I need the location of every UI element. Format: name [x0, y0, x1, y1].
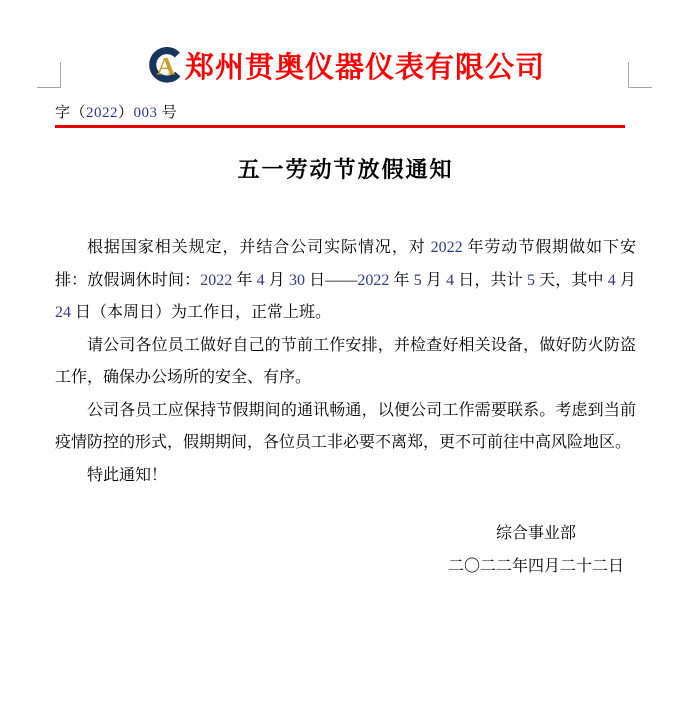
company-header: [55, 44, 636, 86]
notice-title: 五一劳动节放假通知: [237, 157, 454, 182]
document-number: 字（2022）003 号: [55, 105, 178, 121]
company-name: 郑州贯奥仪器仪表有限公司: [184, 51, 545, 84]
red-divider-rule: [55, 125, 625, 128]
notice-body: [55, 232, 636, 492]
signature-date: 二〇二二年四月二十二日: [447, 558, 624, 575]
signature-block: [448, 517, 624, 583]
paragraph-work-preparation: 请公司各位员工做好自己的节前工作安排，并检查好相关设备，做好防火防盗工作，确保办公场所的安全、有序。: [55, 336, 636, 386]
margin-corner-mark-left: [37, 62, 61, 88]
paragraph-holiday-arrangement: 根据国家相关规定，并结合公司实际情况，对 2022 年劳动节假期做如下安排：放假调休时间：2022 年 4 月 30 日——2022 年 5 月 4 日，共计 5 天，其中 4 月 24 日（本周日）为工作日，正常上班。: [55, 239, 636, 321]
document-page: [0, 44, 693, 583]
paragraph-closing: 特此通知！: [87, 466, 168, 484]
svg-text:A: A: [156, 51, 176, 81]
signature-department: 综合事业部: [495, 525, 576, 542]
margin-corner-mark-right: [628, 62, 652, 88]
paragraph-communication: 公司各员工应保持节假期间的通讯畅通，以便公司工作需要联系。考虑到当前疫情防控的形式，假期期间，各位员工非必要不离郑，更不可前往中高风险地区。: [55, 401, 636, 451]
company-logo-icon: [146, 46, 184, 84]
